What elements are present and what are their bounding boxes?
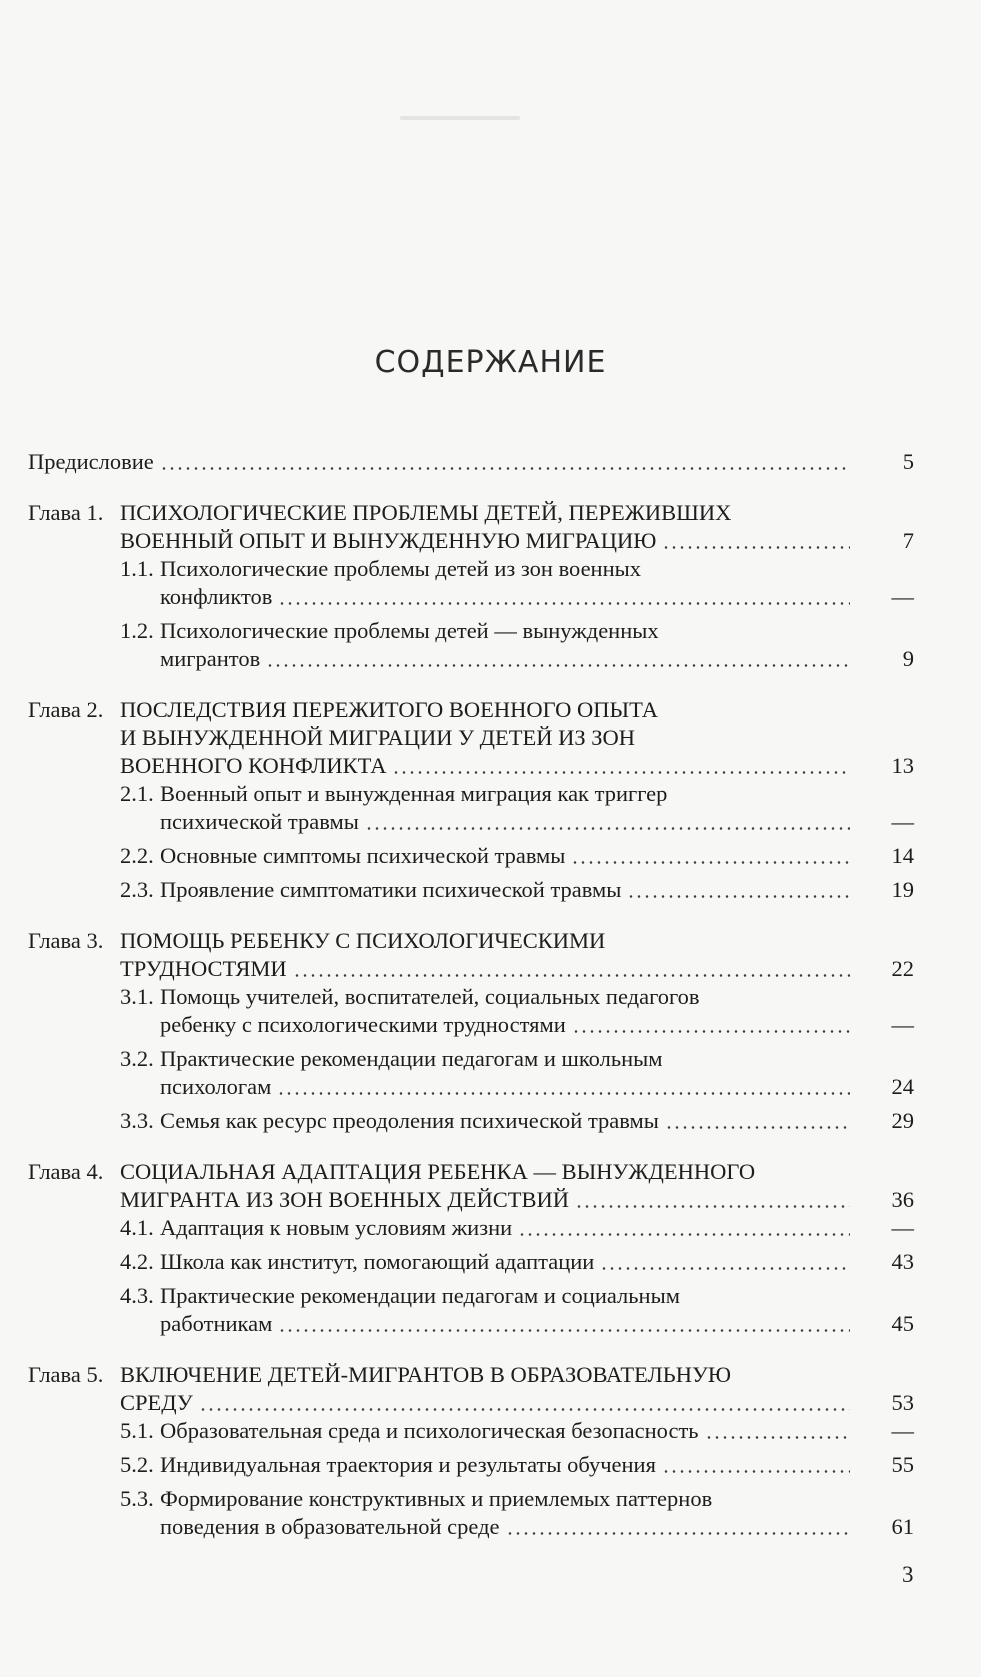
section-number: 3.3. bbox=[120, 1108, 154, 1133]
chapter-page: 53 bbox=[891, 1390, 914, 1415]
section-line bbox=[28, 617, 914, 645]
dot-leader bbox=[665, 1126, 850, 1129]
page-number: 3 bbox=[902, 1562, 914, 1587]
entry-page: 5 bbox=[902, 449, 914, 474]
section-line bbox=[28, 1417, 914, 1445]
chapter-heading-line bbox=[28, 1158, 914, 1186]
section-line bbox=[28, 1282, 914, 1310]
section-title: Практические рекомендации педагогам и школьным bbox=[160, 1046, 663, 1071]
chapter-label: Глава 5. bbox=[28, 1362, 104, 1387]
section-line bbox=[28, 780, 914, 808]
dot-leader bbox=[518, 1233, 850, 1236]
section-number: 4.2. bbox=[120, 1249, 154, 1274]
chapter-title: СОЦИАЛЬНАЯ АДАПТАЦИЯ РЕБЕНКА — ВЫНУЖДЕННОГО bbox=[120, 1159, 756, 1184]
section-page: — bbox=[891, 584, 914, 609]
chapter-page: 13 bbox=[891, 753, 914, 778]
chapter-heading-line bbox=[28, 724, 914, 752]
section-number: 5.3. bbox=[120, 1486, 154, 1511]
chapter-label: Глава 2. bbox=[28, 697, 104, 722]
dot-leader bbox=[266, 664, 850, 667]
section-title: Образовательная среда и психологическая безопасность bbox=[160, 1418, 699, 1443]
dot-leader bbox=[365, 827, 850, 830]
section-title: Адаптация к новым условиям жизни bbox=[160, 1215, 513, 1240]
page-title: СОДЕРЖАНИЕ bbox=[374, 345, 607, 380]
chapter-heading-line bbox=[28, 927, 914, 955]
section-line bbox=[28, 1073, 914, 1101]
dot-leader bbox=[160, 467, 850, 470]
section-page: 14 bbox=[891, 843, 914, 868]
section-line bbox=[28, 1485, 914, 1513]
section-page: 9 bbox=[902, 646, 914, 671]
chapter-title: ВКЛЮЧЕНИЕ ДЕТЕЙ-МИГРАНТОВ В ОБРАЗОВАТЕЛЬНУЮ bbox=[120, 1362, 732, 1387]
chapter-heading-line bbox=[28, 527, 914, 555]
dot-leader bbox=[506, 1532, 850, 1535]
chapter-label: Глава 1. bbox=[28, 500, 104, 525]
chapter-title: ВОЕННОГО КОНФЛИКТА bbox=[120, 753, 387, 778]
section-number: 4.1. bbox=[120, 1215, 154, 1240]
section-page: 43 bbox=[891, 1249, 914, 1274]
dot-leader bbox=[278, 1329, 850, 1332]
dot-leader bbox=[572, 1030, 850, 1033]
section-title: Формирование конструктивных и приемлемых паттернов bbox=[160, 1486, 713, 1511]
section-line bbox=[28, 645, 914, 673]
section-number: 3.1. bbox=[120, 984, 154, 1009]
chapter-page: 22 bbox=[891, 956, 914, 981]
section-number: 4.3. bbox=[120, 1283, 154, 1308]
section-page: 29 bbox=[891, 1108, 914, 1133]
section-line bbox=[28, 1513, 914, 1541]
section-number: 5.2. bbox=[120, 1452, 154, 1477]
section-number: 3.2. bbox=[120, 1046, 154, 1071]
chapter-heading-line bbox=[28, 696, 914, 724]
section-line bbox=[28, 1451, 914, 1479]
dot-leader bbox=[705, 1436, 850, 1439]
print-smudge bbox=[400, 116, 520, 120]
section-page: 45 bbox=[891, 1311, 914, 1336]
chapter-heading-line bbox=[28, 1389, 914, 1417]
section-page: — bbox=[891, 809, 914, 834]
section-title: конфликтов bbox=[160, 584, 273, 609]
section-line bbox=[28, 842, 914, 870]
section-line bbox=[28, 1248, 914, 1276]
section-title: Помощь учителей, воспитателей, социальных педагогов bbox=[160, 984, 700, 1009]
section-line bbox=[28, 555, 914, 583]
chapter-page: 7 bbox=[902, 528, 914, 553]
section-line bbox=[28, 808, 914, 836]
dot-leader bbox=[662, 546, 850, 549]
section-title: Школа как институт, помогающий адаптации bbox=[160, 1249, 595, 1274]
chapter-label: Глава 4. bbox=[28, 1159, 104, 1184]
chapter-title: ВОЕННЫЙ ОПЫТ И ВЫНУЖДЕННУЮ МИГРАЦИЮ bbox=[120, 528, 657, 553]
section-number: 2.1. bbox=[120, 781, 154, 806]
chapter-page: 36 bbox=[891, 1187, 914, 1212]
chapter-label: Глава 3. bbox=[28, 928, 104, 953]
section-title: психологам bbox=[160, 1074, 272, 1099]
section-title: Проявление симптоматики психической травмы bbox=[160, 877, 622, 902]
section-title: мигрантов bbox=[160, 646, 261, 671]
section-number: 1.1. bbox=[120, 556, 154, 581]
section-page: 19 bbox=[891, 877, 914, 902]
section-title: Основные симптомы психической травмы bbox=[160, 843, 566, 868]
section-number: 2.3. bbox=[120, 877, 154, 902]
section-line bbox=[28, 983, 914, 1011]
section-line bbox=[28, 1310, 914, 1338]
dot-leader bbox=[662, 1470, 850, 1473]
toc-entry-preface bbox=[28, 448, 914, 476]
chapter-title: ТРУДНОСТЯМИ bbox=[120, 956, 287, 981]
section-line bbox=[28, 1214, 914, 1242]
section-title: Психологические проблемы детей из зон военных bbox=[160, 556, 642, 581]
dot-leader bbox=[392, 771, 850, 774]
dot-leader bbox=[199, 1408, 850, 1411]
section-title: Психологические проблемы детей — вынужденных bbox=[160, 618, 659, 643]
section-line bbox=[28, 1045, 914, 1073]
section-line bbox=[28, 583, 914, 611]
dot-leader bbox=[278, 602, 850, 605]
table-of-contents bbox=[28, 448, 914, 1541]
section-number: 5.1. bbox=[120, 1418, 154, 1443]
chapter-heading-line bbox=[28, 499, 914, 527]
section-title: Семья как ресурс преодоления психической травмы bbox=[160, 1108, 659, 1133]
section-page: — bbox=[891, 1418, 914, 1443]
chapter-heading-line bbox=[28, 1186, 914, 1214]
section-line bbox=[28, 876, 914, 904]
dot-leader bbox=[575, 1205, 850, 1208]
dot-leader bbox=[277, 1092, 850, 1095]
chapter-heading-line bbox=[28, 955, 914, 983]
section-title: Индивидуальная траектория и результаты обучения bbox=[160, 1452, 656, 1477]
section-page: — bbox=[891, 1012, 914, 1037]
section-title: работникам bbox=[160, 1311, 273, 1336]
chapter-heading-line bbox=[28, 1361, 914, 1389]
chapter-heading-line bbox=[28, 752, 914, 780]
dot-leader bbox=[600, 1267, 850, 1270]
section-title: Практические рекомендации педагогам и социальным bbox=[160, 1283, 680, 1308]
chapter-title: ПОМОЩЬ РЕБЕНКУ С ПСИХОЛОГИЧЕСКИМИ bbox=[120, 928, 606, 953]
section-page: 24 bbox=[891, 1074, 914, 1099]
dot-leader bbox=[627, 895, 850, 898]
section-title: поведения в образовательной среде bbox=[160, 1514, 500, 1539]
dot-leader bbox=[293, 974, 850, 977]
section-title: психической травмы bbox=[160, 809, 359, 834]
section-title: ребенку с психологическими трудностями bbox=[160, 1012, 566, 1037]
section-title: Военный опыт и вынужденная миграция как триггер bbox=[160, 781, 668, 806]
section-line bbox=[28, 1011, 914, 1039]
dot-leader bbox=[571, 861, 850, 864]
section-number: 2.2. bbox=[120, 843, 154, 868]
section-page: 55 bbox=[891, 1452, 914, 1477]
chapter-title: ПОСЛЕДСТВИЯ ПЕРЕЖИТОГО ВОЕННОГО ОПЫТА bbox=[120, 697, 658, 722]
section-page: 61 bbox=[891, 1514, 914, 1539]
chapter-title: ПСИХОЛОГИЧЕСКИЕ ПРОБЛЕМЫ ДЕТЕЙ, ПЕРЕЖИВШИХ bbox=[120, 500, 732, 525]
section-number: 1.2. bbox=[120, 618, 154, 643]
chapter-title: СРЕДУ bbox=[120, 1390, 193, 1415]
section-line bbox=[28, 1107, 914, 1135]
chapter-title: И ВЫНУЖДЕННОЙ МИГРАЦИИ У ДЕТЕЙ ИЗ ЗОН bbox=[120, 725, 635, 750]
section-page: — bbox=[891, 1215, 914, 1240]
entry-title: Предисловие bbox=[28, 449, 154, 474]
chapter-title: МИГРАНТА ИЗ ЗОН ВОЕННЫХ ДЕЙСТВИЙ bbox=[120, 1187, 570, 1212]
